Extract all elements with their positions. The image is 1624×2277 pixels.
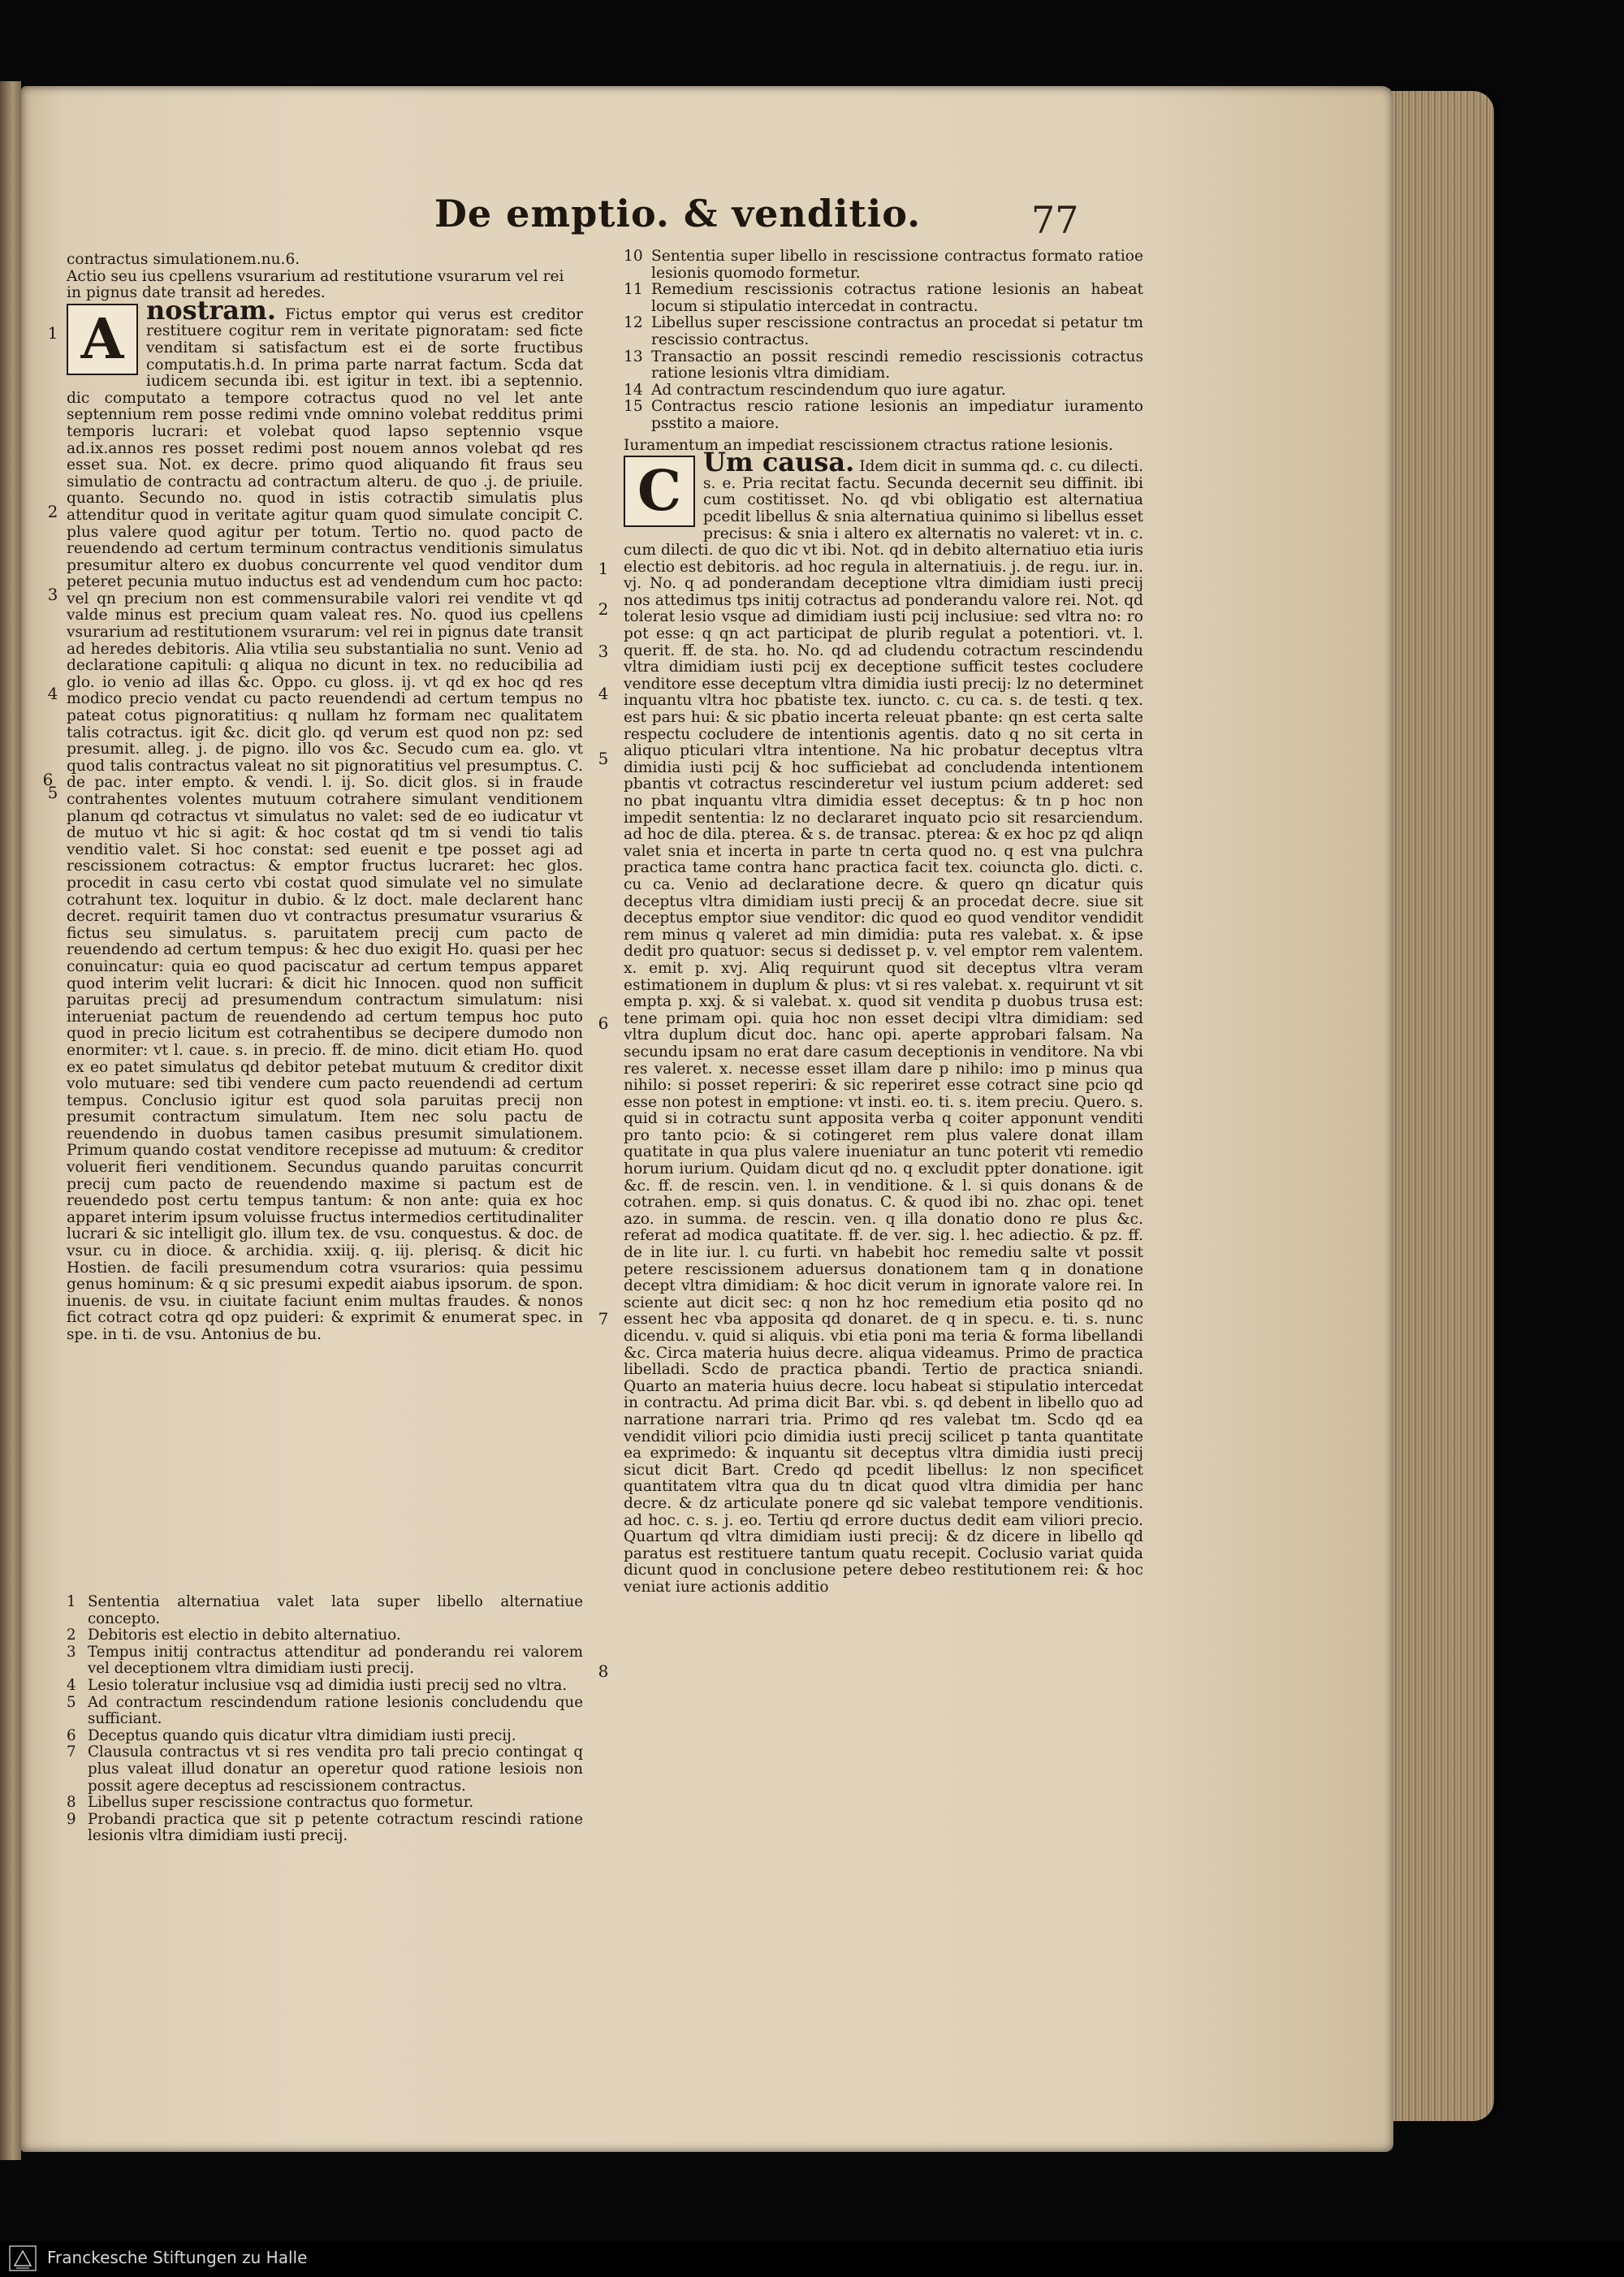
summary-item <box>624 282 1143 315</box>
section-heading: Iuramentum an impediat rescissionem ctractus ratione lesionis. <box>624 436 1113 454</box>
summary-number: 5 <box>67 1693 76 1711</box>
summary-text: Transactio an possit rescindi remedio rescissionis cotractus ratione lesionis vltra dimidiam. <box>651 348 1143 382</box>
summary-item <box>624 382 1143 400</box>
margin-number: 5 <box>598 749 609 768</box>
summary-item <box>67 1644 583 1678</box>
summary-item <box>67 1795 583 1812</box>
summary-item <box>624 349 1143 382</box>
text-line: Actio seu ius cpellens vsurarium ad restitutione vsurarum vel rei <box>67 267 564 285</box>
paragraph-text: Idem dicit in summa qd. c. cu dilecti. s. e. Pria recitat factu. Secunda decernit seu diffinit. ibi cum costitisset. No. qd vbi obligatio est alternatiua pcedit libellus & snia alternatiua quinimo si libellus esset precisus: & snia i altero ex alternatis no valeret: vt in. c. cum dilecti. de quo dic vt ibi. Not. qd in debito alternatiuo etia iuris electio est debitoris. ad hoc regula in alternatiuis. j. de regu. iur. in. vj. No. q ad ponderandam deceptione vltra dimidiam iusti precij nos attedimus tps initij cotractus ad ponderandu valore rei. Not. qd tolerat lesio vsque ad dimidiam iusti pcij inclusiue: sed vltra no: ro pot esse: q qn act participat de plurib regulat a potentiori. vt. l. querit. ff. de sta. ho. No. qd ad cludendu cotractum rescindendu vltra dimidiam iusti pcij ex deceptione sufficit testes cocludere venditore esse deceptum vltra dimidia iusti precij: lz no determinet inquantu vltra hoc pbatiste tex. iuncto. c. cu ca. s. de testi. q tex. est pars hui: & sic pbatio incerta releuat pbante: qn est certa salte respectu cocludere de intentionis agentis. dato q no sit certa in aliquo pticulari vltra intentione. Na hic probatur deceptus vltra dimidia iusti pcij & hoc sufficiebat ad concludenda intentionem pbantis vt cotractus rescinderetur vel iustum pcium adderet: sed no pbat inquantu vltra dimidia esset deceptus: & tn p hoc non impedit sententia: lz no declararet inquato pcio sit resarciendum. ad hoc de dila. pterea. & s. de transac. pterea: & ex hoc pz qd aliqn valet snia et incerta in parte tn certa quod no. q est vna pulchra practica tame contra hanc practica facit tex. coiuncta glo. dicti. c. cu ca. Venio ad declaratione decre. & quero qn dicatur quis deceptus vltra dimidiam iusti precij & an procedat decre. siue sit deceptus emptor siue venditor: dic quod eo quod venditor vendidit rem minus q valeret ad min dimidia: puta res valebat. x. & ipse dedit pro quatuor: secus si dedisset p. v. vel emptor rem valentem. x. emit p. xvj. Aliq requirunt quod sit deceptus vltra veram estimationem in duplum & plus: vt si res valebat. x. requirunt vt sit empta p. xxj. & si valebat. x. quod sit vendita p duobus trusa est: tene primam opi. quia hoc non esset decipi vltra dimidiam: sed vltra duplum dicut doc. hanc opi. aperte approbari falsam. Na secundu ipsam no erat dare casum deceptionis in venditore. Na vbi res valeret. x. necesse esset illam dare p nihilo: imo p minus qua nihilo: si posset reperiri: & sic reperiret esse cotract sine pcio qd esse non potest in emptione: vt insti. eo. ti. s. item preciu. Quero. s. quid si in cotractu sunt apposita verba q coiter apponunt venditi pro tanto pcio: & si cotingeret rem plus valere donat illam quatitate in qua plus valere inueniatur an tunc poterit vti remedio horum iurium. Quidam dicut qd no. q excludit ppter donatione. igit &c. ff. de rescin. ven. l. in venditione. & l. si quis donans & de cotrahen. emp. si quis donatus. C. & quod ibi no. zhac opi. tenet azo. in summa. de rescin. ven. q illa donatio dono re plus &c. referat ad modica quatitate. ff. de ver. sig. l. hec adiectio. & pz. ff. de in lite iur. l. cu furti. vn habebit hoc remediu salte vt possit petere rescissionem aduersus donationem tam q in donatione decept vltra dimidiam: & hoc dicit verum in ignorate valore rei. In sciente aut dicit sec: q non hz hoc remedium etia posito qd no essent hec vba apposita qd donaret. de q in specu. e. ti. s. nunc dicendu. v. quid si aliquis. vbi etia poni ma teria & forma libellandi &c. Circa materia huius decre. aliqua videamus. Primo de practica libelladi. Scdo de practica pbandi. Tertio de practica sniandi. Quarto an materia huius decre. locu habeat si stipulatio intercedat in contractu. Ad prima dicit Bar. vbi. s. qd debent in libello quo ad narratione narrari tria. Primo qd res valebat tm. Scdo qd ea vendidit viliori pcio dimidia iusti precij scilicet p tanta quantitate ea exprimedo: & inquantu sit deceptus vltra dimidia iusti precij sicut dicit Bart. Credo qd pcedit libellus: lz non specificet quantitatem vltra qua du tn dicat quod vltra dimidia per hanc decre. & dz articulate ponere qd sic valebat tempore venditionis. ad hoc. c. s. j. eo. Tertiu qd errore ductus dedit eam viliori precio. Quartum qd vltra dimidiam iusti precij: & dz dicere in libello qd paratus est restituere tantum quatu recepit. Coclusio variat quida dicunt quod in conclusione petere debeo restitutionem rei: & hoc veniat iure actionis additio <box>624 458 1144 1596</box>
summary-item <box>67 1744 583 1795</box>
summary-text: Clausula contractus vt si res vendita pro tali precio contingat q plus valeat illud donatur an operetur quod ratione lesiois non possit agere deceptus ad rescissionem contractus. <box>88 1743 583 1795</box>
summary-number: 4 <box>67 1676 76 1694</box>
summary-number: 9 <box>67 1810 76 1828</box>
summary-number: 12 <box>624 314 643 332</box>
summary-text: Probandi practica que sit p petente cotractum rescindi ratione lesionis vltra dimidiam iusti precij. <box>88 1810 583 1845</box>
summary-item <box>67 1695 583 1728</box>
summary-item <box>67 1812 583 1845</box>
column-b-text <box>624 248 1143 1913</box>
margin-number: 6 <box>598 1013 609 1033</box>
summary-text: Ad contractum rescindendum ratione lesionis concludendu que sufficiant. <box>88 1693 583 1728</box>
decorated-initial: C <box>624 456 695 527</box>
summary-number: 15 <box>624 398 643 416</box>
incipit-word: nostram. <box>146 294 276 326</box>
summary-text: Tempus initij contractus attenditur ad ponderandu rei valorem vel deceptionem vltra dimidiam iusti precij. <box>88 1643 583 1678</box>
summary-number: 3 <box>67 1643 76 1661</box>
summary-item <box>67 1728 583 1745</box>
summary-number: 8 <box>67 1794 76 1812</box>
margin-number: 3 <box>47 585 58 604</box>
summary-list-a <box>67 1594 583 1919</box>
summary-number: 6 <box>67 1726 76 1744</box>
margin-number: 5 <box>47 783 58 802</box>
paragraph <box>67 294 583 1344</box>
summary-number: 1 <box>67 1593 76 1610</box>
paragraph <box>624 447 1144 1596</box>
summary-item <box>67 1627 583 1644</box>
summary-text: Lesio toleratur inclusiue vsq ad dimidia iusti precij sed no vltra. <box>88 1676 568 1694</box>
summary-number: 14 <box>624 381 643 399</box>
summary-text: Sententia alternatiua valet lata super libello alternatiue concepto. <box>88 1593 583 1627</box>
folio-number: 77 <box>1031 198 1079 242</box>
institution-logo-icon <box>8 2245 37 2272</box>
margin-number: 4 <box>598 684 609 703</box>
summary-text: Sententia super libello in rescissione contractus formato ratioe lesionis quomodo formetur. <box>651 248 1143 282</box>
summary-text: Deceptus quando quis dicatur vltra dimidiam iusti precij. <box>88 1726 516 1744</box>
margin-number: 2 <box>47 502 58 521</box>
summary-item <box>624 399 1143 432</box>
margin-number: 4 <box>47 684 58 703</box>
incipit-word: Um causa. <box>703 447 855 478</box>
margin-number: 7 <box>598 1309 609 1329</box>
margin-number: 1 <box>598 559 609 578</box>
summary-item <box>624 315 1143 348</box>
running-head: De emptio. & venditio. <box>434 192 922 235</box>
summary-item <box>67 1594 583 1627</box>
column-a-text <box>67 252 583 1527</box>
summary-text: Libellus super rescissione contractus an procedat si petatur tm rescissio contractus. <box>651 314 1143 348</box>
summary-text: Debitoris est electio in debito alternatiuo. <box>88 1627 401 1644</box>
margin-number: 2 <box>598 599 609 619</box>
summary-item <box>67 1678 583 1695</box>
summary-number: 11 <box>624 281 643 299</box>
text-line: contractus simulationem.nu.6. <box>67 251 300 268</box>
paragraph-text: Fictus emptor qui verus est creditor restituere cogitur rem in veritate pignoratam: sed ficte venditam si satisfactum est ei de sorte fructibus computatis.h.d. In prima parte narrat factum. Scda dat iudicem secunda ibi. est igitur in text. ibi a septennio. dic computato a tempore cotractus quod no vel let ante septennium rem posse redimi vnde omnino volebat redditus primi temporis lucrari: et volebat quod lapso septennio vsque ad.ix.annos res posset redimi post nouem annos volebat qd res esset sua. Not. ex decre. primo quod aliquando fit fraus seu simulatio de contractu ad contractum alteru. de quo .j. de priuile. quanto. Secundo no. quod in istis cotractib simulatis plus attenditur quod in veritate agitur quam quod simulate concipit C. plus valere quod agitur per totum. Tertio no. quod pacto de reuendendo ad certum terminum contractus venditionis simulatus presumitur altero ex duobus concurrente vel quod venditor dum peteret pecunia mutuo inductus est ad vendendum cum hoc pacto: vel qn precium non est commensurabile valori rei vendite vt qd valde minus est precium quam valeat res. No. quod ius cpellens vsurarium ad restitutionem vsurarum: vel rei in pignus date transit ad heredes debitoris. Alia vtilia seu substantialia no sunt. Venio ad declaratione capituli: q aliqua no dicunt in tex. no reducibilia ad glo. io venio ad illas &c. Oppo. cu gloss. ij. vt qd ex hoc qd res modico precio vendat cu pacto reuendendi ad certum tempus no pateat cotus pignoratitius: q nullam hz formam nec qualitatem talis cotractus. igit &c. dicit glo. qd verum est quod non pz: sed presumit. alleg. j. de pigno. illo vos &c. Secudo cum ea. glo. vt quod talis contractus valeat no sit pignoratitius vel presumptus. C. de pac. inter empto. & vendi. l. ij. So. dicit glos. si in fraude contrahentes volentes mutuum cotrahere simulant venditionem planum qd cotractus vt simulatus no valet: sed de eo iudicatur vt de mutuo vt hic si agit: & hoc costat qd tm si vendi tio talis venditio valet. Si hoc constat: sed euenit e tpe posset agi ad rescissionem cotractus: & emptor fructus lucraret: hec glos. procedit in casu certo vbi costat quod simulate vel no simulate cotrahunt tex. loquitur in dubio. & lz doct. male declarent hanc decret. requirit tamen duo vt contractus presumatur vsurarius & fictus seu simulatus. s. paruitatem precij cum pacto de reuendendo ad certum tempus: & hec duo exigit Ho. quasi per hec conuincatur: quia eo quod paciscatur ad certum tempus apparet quod interim velit lucrari: & dicit hic Innocen. quod non sufficit paruitas precij ad presumendum contractum simulatum: nisi interueniat pactum de reuendendo ad certum tempus hoc puto quod in precio licitum est cotrahentibus se decipere dumodo non enormiter: vt l. caue. s. in precio. ff. de mino. dicit etiam Ho. quod ex eo patet simulatus qd debitor petebat mutuum & creditor dixit volo mutuare: sed tibi vendere cum pacto reuendendi ad certum tempus. Conclusio igitur est quod sola paruitas precij non presumit contractum simulatum. Item nec solu pactu de reuendendo in duobus tamen casibus presumit simulationem. Primum quando costat venditore recepisse ad mutuum: & creditor voluerit fieri venditionem. Secundus quando paruitas concurrit precij cum pacto de reuendendo maxime si pactum est de reuendedo post certu tempus tantum: & non ante: quia ex hoc apparet interim ipsum voluisse fructus intermedios certitudinaliter lucrari & sic intelligit glo. illum tex. de vsu. conquestus. & doc. de vsur. cu in dioce. & archidia. xxiij. q. iij. plerisq. & dicit hic Hostien. de facili presumendum cotra vsurarios: quia pessimu genus hominum: & q sic presumi expedit aiabus ipsorum. de spon. inuenis. de vsu. in ciuitate faciunt enim multas fraudes. & nonos fict cotract cotra qd opz puideri: & exprimit & enumerat spec. in spe. in ti. de vsu. Antonius de bu. <box>67 305 583 1343</box>
decorated-initial: A <box>67 304 138 375</box>
margin-number: 8 <box>598 1661 609 1681</box>
margin-number: 6 <box>42 770 54 789</box>
summary-text: Ad contractum rescindendum quo iure agatur. <box>651 381 1006 399</box>
margin-number: 3 <box>598 642 609 661</box>
summary-number: 13 <box>624 348 643 365</box>
margin-number: 1 <box>47 323 58 343</box>
summary-item <box>624 248 1143 282</box>
footer-institution-name: Franckesche Stiftungen zu Halle <box>47 2248 308 2267</box>
summary-number: 7 <box>67 1743 76 1761</box>
summary-text: Libellus super rescissione contractus quo formetur. <box>88 1794 474 1812</box>
summary-number: 10 <box>624 248 643 265</box>
summary-text: Contractus rescio ratione lesionis an impediatur iuramento psstito a maiore. <box>651 398 1143 432</box>
text-line: in pignus date transit ad heredes. <box>67 284 326 302</box>
summary-text: Remedium rescissionis cotractus ratione lesionis an habeat locum si stipulatio intercedat in contractu. <box>651 281 1143 315</box>
summary-number: 2 <box>67 1627 76 1644</box>
previous-page-edge <box>0 81 21 2160</box>
